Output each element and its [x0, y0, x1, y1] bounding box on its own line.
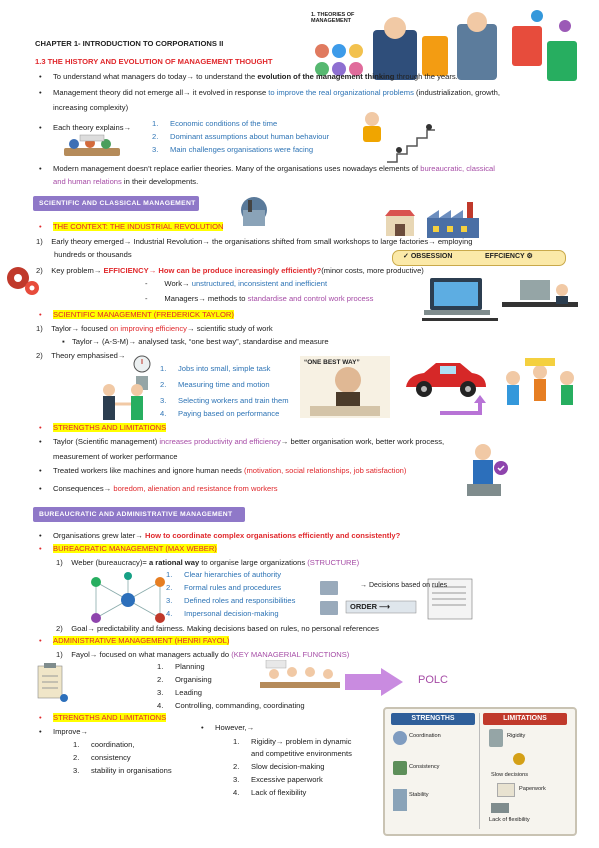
paperwork-icon	[497, 783, 515, 797]
section-band-scientific: SCIENTIFIC AND CLASSICAL MANAGEMENT	[33, 196, 199, 211]
stairs-illustration	[385, 122, 437, 164]
intro-b4-purple: bureaucratic, classical	[420, 164, 495, 173]
thinker-illustration	[357, 110, 387, 144]
board-l-3: Paperwork	[519, 786, 546, 792]
admin-heading	[53, 637, 229, 646]
however-item-3-text: Excessive paperwork	[251, 775, 323, 784]
intro-b1-post: through the years.	[394, 72, 458, 81]
taylor-portrait-illustration	[300, 356, 390, 418]
admin-heading-text: ADMINISTRATIVE MANAGEMENT (HENRI FAYOL)	[53, 636, 230, 645]
however-item-1-text: Rigidity→ problem in dynamic	[251, 737, 352, 746]
bureau-intro-pre: Organisations grew later→	[53, 531, 146, 540]
bureau-intro-red: How to coordinate complex organisations efficiently and consistently?	[145, 531, 401, 540]
strengths1-b1-pre: Taylor (Scientific management)	[53, 437, 160, 446]
intro-b1-pre: To understand what managers do today→ to understand the	[53, 72, 258, 81]
admin-item-3-text: Leading	[175, 688, 203, 697]
efficiency-tag	[392, 250, 566, 266]
however-label: • However,→	[215, 724, 254, 733]
strengths1-b2	[53, 467, 406, 476]
order-label: ORDER ⟶	[350, 602, 390, 611]
industrial-p2-post: (minor costs, more productive)	[321, 266, 424, 275]
theories-label: 1. THEORIES OF MANAGEMENT	[311, 12, 355, 25]
industrial-factory-illustration	[425, 200, 481, 240]
scientific-p2-text: Theory emphasised→	[51, 351, 126, 360]
strengths1-b1-purple: increases productivity and efficiency	[159, 437, 281, 446]
intro-bullet-2	[53, 89, 500, 98]
intro-b4-line2	[53, 178, 198, 187]
desk-illustration	[500, 272, 580, 322]
bureau-intro	[53, 532, 400, 541]
admin-item-1-text: Planning	[175, 662, 205, 671]
section-title: 1.3 THE HISTORY AND EVOLUTION OF MANAGEMENT THOUGHT	[35, 57, 273, 66]
bureau-item-4: 4. Impersonal decision-making	[166, 609, 279, 618]
bureau-heading	[53, 545, 217, 554]
intro-b2-post: (industrialization, growth,	[413, 88, 501, 97]
however-item-3: 3. Excessive paperwork	[233, 775, 323, 784]
admin-item-4: 4. Controlling, commanding, coordinating	[157, 701, 305, 710]
improve-item-2-text: consistency	[91, 753, 131, 762]
strengths2-heading	[53, 714, 166, 723]
board-l-2: Slow decisions	[491, 772, 528, 778]
improve-item-2: 2. consistency	[73, 753, 131, 762]
scientific-p2: 2) Theory emphasised→	[36, 351, 126, 360]
emph-1-text: Jobs into small, simple task	[178, 364, 271, 373]
emph-2: 2. Measuring time and motion	[160, 380, 270, 389]
one-best-way-sign: “ONE BEST WAY”	[304, 359, 360, 366]
order-label-text: ORDER	[350, 602, 378, 611]
bureau-p2: 2) Goal→ predictability and fairness. Making decisions based on rules, no personal references	[56, 624, 379, 633]
clock-icon	[513, 753, 525, 765]
scientific-heading-text: SCIENTIFIC MANAGEMENT (FREDERICK TAYLOR)	[53, 310, 234, 319]
intro-b2-pre: Management theory did not emerge all→ it evolved in response	[53, 88, 269, 97]
scientific-p1-sub: ▪ Taylor→ (A-S-M)→ analysed task, “one best way”, standardise and measure	[72, 338, 329, 347]
bureau-p1-pre: Weber (bureaucracy)=	[71, 558, 149, 567]
intro-b2-line2: increasing complexity)	[53, 103, 129, 112]
polc-arrow	[345, 668, 403, 696]
explains-3: 3. Main challenges organisations were facing	[152, 145, 314, 154]
bureau-item-1-text: Clear hierarchies of authority	[184, 570, 282, 579]
board-limitations-header: LIMITATIONS	[483, 713, 567, 725]
explains-2: 2. Dominant assumptions about human behaviour	[152, 132, 330, 141]
however-item-2-text: Slow decision-making	[251, 762, 325, 771]
however-item-1-line2: and competitive environments	[251, 749, 352, 758]
strengths1-b2-pre: Treated workers like machines and ignore human needs	[53, 466, 244, 475]
team-meeting-illustration	[258, 660, 342, 696]
consistency-icon	[393, 761, 407, 775]
however-item-4-text: Lack of flexibility	[251, 788, 307, 797]
admin-p1-pre: Fayol→ focused on what managers actually do	[71, 650, 232, 659]
admin-item-2: 2. Organising	[157, 675, 212, 684]
emph-2-text: Measuring time and motion	[178, 380, 270, 389]
bureau-item-2: 2. Formal rules and procedures	[166, 583, 282, 592]
intro-b2-blue: to improve the real organizational problems	[268, 88, 414, 97]
industrial-p1: 1) Early theory emerged→ Industrial Revolution→ the organisations shifted from small workshops to large factories→ employing	[36, 237, 473, 246]
bureau-p1-bold: a rational way	[148, 558, 200, 567]
admin-item-3: 3. Leading	[157, 688, 203, 697]
explains-1: 1. Economic conditions of the time	[152, 119, 278, 128]
admin-item-4-text: Controlling, commanding, coordinating	[175, 701, 305, 710]
stability-icon	[393, 789, 407, 811]
intro-b4-line2-post: in their developments.	[121, 177, 199, 186]
bureau-item-3-text: Defined roles and responsibilities	[184, 596, 296, 605]
board-s-1: Coordination	[409, 733, 441, 739]
managers-purple: standardise and control work process	[247, 294, 374, 303]
clipboard-illustration	[34, 662, 70, 704]
however-item-4: 4. Lack of flexibility	[233, 788, 307, 797]
however-item-1: 1. Rigidity→ problem in dynamic	[233, 737, 352, 746]
strengths1-b3-pre: Consequences→	[53, 484, 114, 493]
flexibility-icon	[491, 803, 509, 813]
emph-3-text: Selecting workers and train them	[178, 396, 289, 405]
admin-item-1: 1. Planning	[157, 662, 205, 671]
intro-bullet-3: • Each theory explains→	[53, 124, 131, 133]
board-strengths-header: STRENGTHS	[391, 713, 475, 725]
intro-bullet-1	[53, 73, 458, 82]
bureau-item-4-text: Impersonal decision-making	[184, 609, 279, 618]
shop-illustration	[384, 208, 416, 238]
bureau-p1-purple: (STRUCTURE)	[307, 558, 360, 567]
bureau-item-2-text: Formal rules and procedures	[184, 583, 282, 592]
board-s-2: Consistency	[409, 764, 440, 770]
admin-p1-purple: (KEY MANAGERIAL FUNCTIONS)	[231, 650, 350, 659]
polc-label: POLC	[418, 674, 448, 686]
intro-b1-bold: evolution of the management thinking	[257, 72, 395, 81]
bureau-p2-text: Goal→ predictability and fairness. Making decisions based on rules, no personal references	[71, 624, 379, 633]
industrial-heading	[53, 223, 223, 232]
meeting-illustration	[60, 134, 124, 162]
tag-efficiency-text: EFFCIENCY	[485, 253, 525, 260]
improve-label: • Improve→	[53, 728, 88, 737]
scientific-p1-red: on improving efficiency	[109, 324, 187, 333]
strengths1-b2-red: (motivation, social relationships, job satisfaction)	[243, 466, 407, 475]
emph-1: 1. Jobs into small, simple task	[160, 364, 271, 373]
bureau-p1-post: to organise large organizations	[199, 558, 308, 567]
board-l-4: Lack of flexibility	[489, 817, 530, 823]
board-divider	[479, 713, 480, 829]
improve-item-3: 3. stability in organisations	[73, 766, 172, 775]
tag-obsession-text: OBSESSION	[410, 253, 453, 260]
board-l-1: Rigidity	[507, 733, 526, 739]
strengths1-heading-text: STRENGTHS AND LIMITATIONS	[53, 423, 167, 432]
chapter-title: CHAPTER 1- INTRODUCTION TO CORPORATIONS II	[35, 39, 224, 48]
bureau-item-1: 1. Clear hierarchies of authority	[166, 570, 282, 579]
improve-item-1: 1. coordination,	[73, 740, 135, 749]
explains-1-text: Economic conditions of the time	[170, 119, 278, 128]
industrial-p1b: hundreds or thousands	[54, 250, 132, 259]
scientific-p1-post: → scientific study of work	[186, 324, 273, 333]
intro-bullet-4	[53, 165, 495, 174]
work-blue: unstructured, inconsistent and inefficient	[191, 279, 328, 288]
work-pre: Work→	[164, 279, 192, 288]
scientific-p1: 1) Taylor→ focused on improving efficiency→ scientific study of work	[36, 324, 273, 333]
improve-item-3-text: stability in organisations	[91, 766, 172, 775]
intro-b4-line1: Modern management doesn’t replace earlier theories. Many of the organisations uses nowadays elements of	[53, 164, 421, 173]
emph-4: 4. Paying based on performance	[160, 409, 280, 418]
managers-line: - Managers→ methods to standardise and control work process	[145, 294, 374, 303]
team-celebration-illustration	[495, 356, 585, 426]
bureau-p1: 1) Weber (bureaucracy)= a rational way to organise large organizations (STRUCTURE)	[56, 558, 360, 567]
rules-label: → Decisions based on rules	[360, 582, 448, 589]
strengths1-b3	[53, 485, 278, 494]
rules-label-text: Decisions based on rules	[368, 582, 448, 589]
industrial-heading-text: THE CONTEXT: THE INDUSTRIAL REVOLUTION	[53, 222, 224, 231]
improve-item-1-text: coordination,	[91, 740, 135, 749]
gears-illustration	[4, 262, 40, 296]
coordination-icon	[393, 731, 407, 745]
laptop-illustration	[420, 272, 500, 326]
strengths1-heading	[53, 424, 166, 433]
work-line: - Work→ unstructured, inconsistent and inefficient	[145, 279, 328, 288]
strengths1-b1	[53, 438, 444, 447]
up-arrow-illustration	[438, 395, 494, 417]
emph-3: 3. Selecting workers and train them	[160, 396, 289, 405]
robot-icon	[489, 729, 503, 747]
scientific-p1-pre: Taylor→ focused	[51, 324, 110, 333]
strengths1-b1-line2: measurement of worker performance	[53, 452, 178, 461]
board-s-3: Stability	[409, 792, 429, 798]
strengths-limitations-board	[383, 707, 577, 836]
bureau-item-3: 3. Defined roles and responsibilities	[166, 596, 296, 605]
network-illustration	[84, 572, 172, 628]
explains-3-text: Main challenges organisations were facing	[170, 145, 314, 154]
industrial-p1-text: Early theory emerged→ Industrial Revolution→ the organisations shifted from small workshops to large factories→ employing	[51, 237, 473, 246]
explains-2-text: Dominant assumptions about human behaviour	[170, 132, 330, 141]
handshake-illustration	[95, 382, 151, 422]
industrial-p2-red: EFFICIENCY→ How can be produce increasingly efficiently?	[103, 266, 322, 275]
emph-4-text: Paying based on performance	[178, 409, 280, 418]
industrial-p2-pre: Key problem→	[51, 266, 104, 275]
factory-illustration	[237, 196, 271, 228]
industrial-p2: 2) Key problem→ EFFICIENCY→ How can be produce increasingly efficiently?(minor costs, more productive)	[36, 266, 424, 275]
however-item-2: 2. Slow decision-making	[233, 762, 325, 771]
intro-b4-line2-purple: and human relations	[53, 177, 122, 186]
rules-illustration	[316, 575, 476, 623]
managers-pre: Managers→ methods to	[164, 294, 248, 303]
admin-p1: 1) Fayol→ focused on what managers actually do (KEY MANAGERIAL FUNCTIONS)	[56, 650, 350, 659]
scientific-heading	[53, 311, 234, 320]
strengths2-heading-text: STRENGTHS AND LIMITATIONS	[53, 713, 167, 722]
tag-efficiency: EFFCIENCY ⚙	[485, 253, 533, 260]
stressed-worker-illustration	[463, 440, 509, 498]
strengths1-b1-post: → better organisation work, better work process,	[280, 437, 445, 446]
tag-obsession: ✓ OBSESSION	[403, 253, 453, 260]
section-band-bureaucratic: BUREAUCRATIC AND ADMINISTRATIVE MANAGEMENT	[33, 507, 245, 522]
admin-item-2-text: Organising	[175, 675, 212, 684]
bureau-heading-text: BUREACRATIC MANAGEMENT (MAX WEBER)	[53, 544, 217, 553]
strengths1-b3-red: boredom, alienation and resistance from workers	[113, 484, 278, 493]
